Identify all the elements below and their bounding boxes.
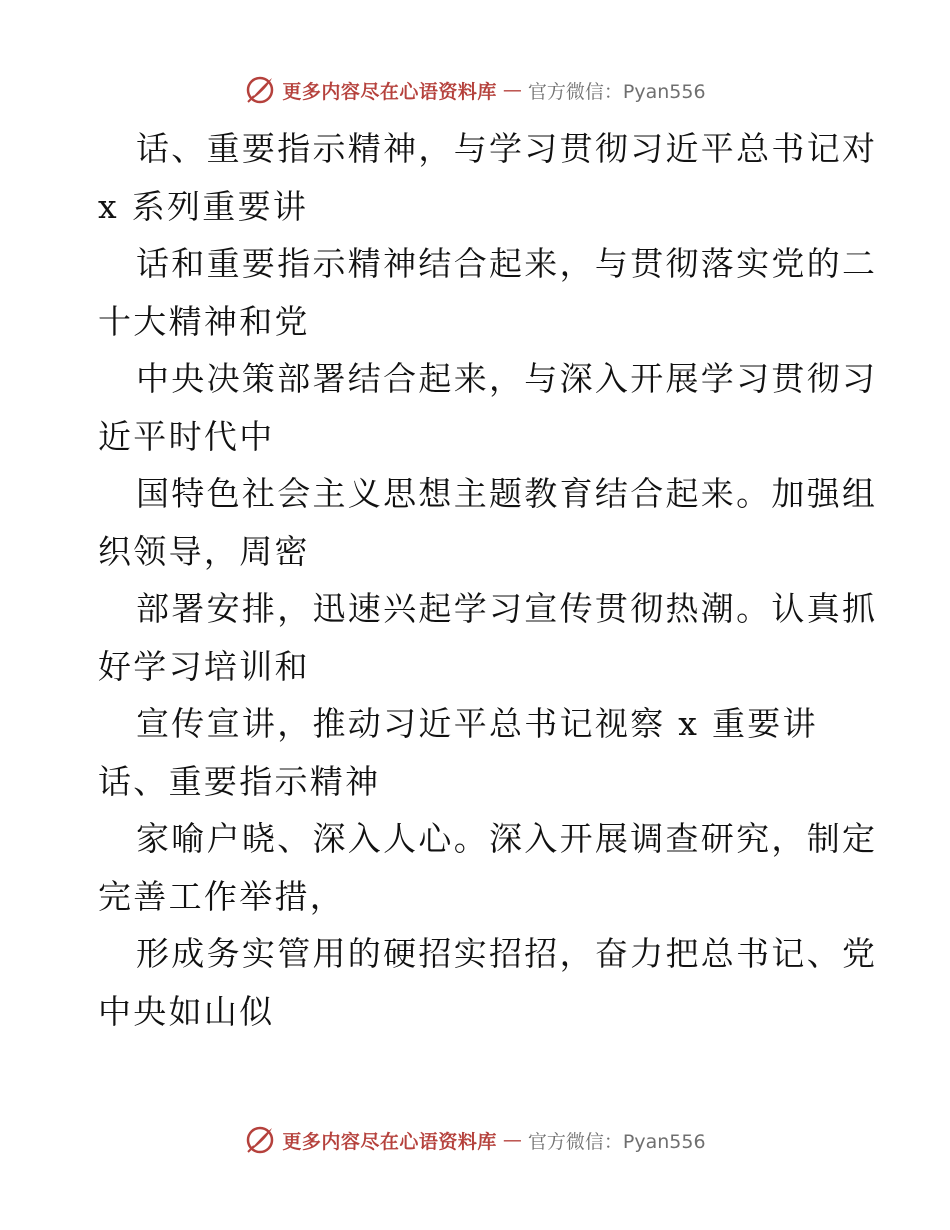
quill-logo-icon — [244, 1124, 276, 1156]
document-body — [98, 120, 878, 1040]
text-line: 宣传宣讲，推动习近平总书记视察 x 重要讲 — [136, 704, 818, 743]
text-line: 话、重要指示精神 — [98, 761, 381, 801]
text-line: x 系列重要讲 — [98, 186, 309, 226]
footer-banner-dash: — — [502, 1129, 522, 1151]
text-line: 十大精神和党 — [98, 301, 310, 341]
header-banner-wechat-text: 官方微信：Pyan556 — [527, 80, 706, 103]
header-banner — [0, 70, 950, 110]
header-banner-dash: — — [502, 79, 522, 101]
text-line: 家喻户晓、深入人心。深入开展调查研究，制定 — [136, 819, 878, 858]
text-line: 织领导，周密 — [98, 531, 310, 571]
header-banner-brand-text: 更多内容尽在心语资料库 — [282, 80, 497, 103]
footer-banner-brand-text: 更多内容尽在心语资料库 — [282, 1130, 497, 1153]
quill-logo-icon — [244, 74, 276, 106]
text-line: 形成务实管用的硬招实招招，奋力把总书记、党 — [136, 934, 878, 973]
text-line: 近平时代中 — [98, 416, 275, 456]
footer-banner-wechat-text: 官方微信：Pyan556 — [527, 1130, 706, 1153]
text-line: 好学习培训和 — [98, 646, 310, 686]
text-line: 部署安排，迅速兴起学习宣传贯彻热潮。认真抓 — [136, 589, 878, 628]
text-line: 话和重要指示精神结合起来，与贯彻落实党的二 — [136, 244, 878, 283]
text-line: 完善工作举措， — [98, 876, 346, 916]
text-line: 国特色社会主义思想主题教育结合起来。加强组 — [136, 474, 878, 513]
text-line: 中央如山似 — [98, 991, 275, 1031]
text-line: 中央决策部署结合起来，与深入开展学习贯彻习 — [136, 359, 878, 398]
text-line: 话、重要指示精神，与学习贯彻习近平总书记对 — [136, 129, 878, 168]
footer-banner — [0, 1120, 950, 1160]
